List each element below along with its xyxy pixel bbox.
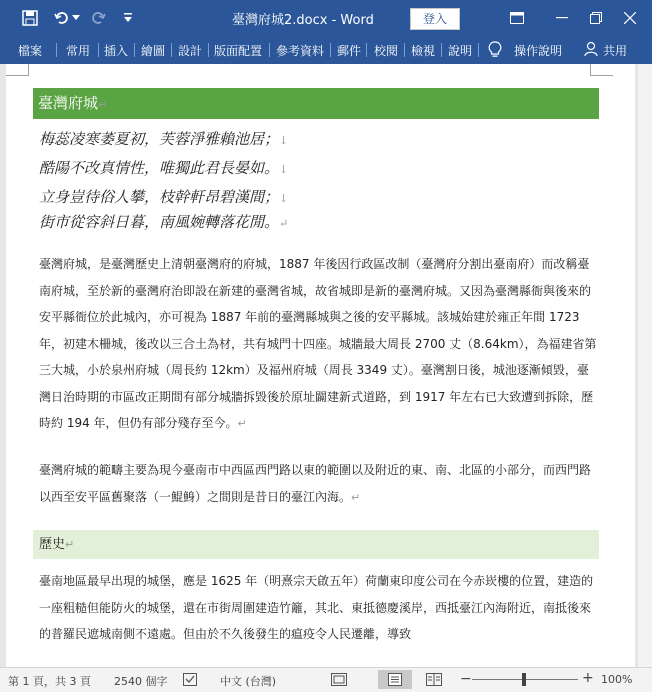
tab-mailings[interactable]: 郵件 [337, 44, 362, 58]
document-area [0, 64, 652, 667]
window-title: 臺灣府城2.docx - Word [232, 13, 374, 28]
proofing-icon[interactable] [183, 673, 197, 689]
ribbon-divider [478, 43, 479, 57]
lightbulb-icon[interactable] [488, 41, 502, 62]
print-layout-icon[interactable] [378, 670, 412, 689]
paragraph-text: 臺灣府城，是臺灣歷史上清朝臺灣府的府城，1887 年後因行政區改制（臺灣府分割出臺南府）而改稱臺南府城，至於新的臺灣府治即設在新建的臺灣省城，故省城即是新的臺灣府城。又因為臺灣縣衙與後來的安平縣衙位於此城內，亦可視為 1887 年前的臺灣縣城與之後的安平縣城。該城始建於雍正年間 1723 年，初建木柵城，後改以三合土為材，共有城門十四座。城牆最大周長 2700 丈（8.64km），為福建省第三大城，小於泉州府城（周長約 12km）及福州府城（周長 3349 丈）。臺灣割日後，城池逐漸傾毀，臺灣日治時期的市區改正期間有部分城牆拆毀後於原址闢建新式道路，到 1917 年左右已大致遭到拆除，歷時約 194 年，但仍有部分殘存至今。 [39, 257, 597, 430]
poem-line-text: 梅蕊凌寒萎夏初，芙蓉淨雅賴池居； [39, 130, 280, 148]
restore-icon[interactable] [584, 6, 608, 30]
tab-draw[interactable]: 繪圖 [141, 44, 166, 58]
poem-line[interactable]: 街市從容斜日暮，南風婉轉落花閒。↵ [39, 213, 289, 231]
vertical-scrollbar[interactable] [638, 64, 652, 667]
tab-view[interactable]: 檢視 [411, 44, 436, 58]
tell-me-search[interactable]: 操作說明 [514, 44, 563, 58]
poem-line[interactable]: 梅蕊凌寒萎夏初，芙蓉淨雅賴池居；↓ [39, 130, 289, 148]
heading-1-text: 臺灣府城 [38, 94, 99, 112]
word-count[interactable]: 2540 個字 [114, 675, 168, 688]
minimize-icon[interactable] [550, 6, 574, 30]
ribbon-divider [98, 43, 99, 57]
body-paragraph[interactable]: 臺灣府城的範疇主要為現今臺南市中西區西門路以東的範圍以及附近的東、南、北區的小部分，而西門路以西至安平區舊聚落（一鯤鯓）之間則是昔日的臺江內海。↵ [39, 463, 592, 504]
heading-2-text: 歷史 [39, 537, 66, 552]
margin-corner-mark [590, 64, 613, 76]
title-bar [0, 0, 652, 36]
tab-help[interactable]: 說明 [448, 44, 473, 58]
paragraph-text: 臺灣府城的範疇主要為現今臺南市中西區西門路以東的範圍以及附近的東、南、北區的小部分，而西門路以西至安平區舊聚落（一鯤鯓）之間則是昔日的臺江內海。 [39, 463, 592, 504]
paragraph-mark: ↵ [98, 98, 108, 111]
document-page[interactable] [6, 64, 635, 667]
ribbon-divider [269, 43, 270, 57]
tab-insert[interactable]: 插入 [104, 44, 129, 58]
zoom-level[interactable]: 100% [601, 673, 633, 686]
poem-line[interactable]: 酷陽不改真情性，唯獨此君長晏如。↓ [39, 159, 289, 177]
margin-corner-mark [6, 64, 29, 76]
poem-line-text: 酷陽不改真情性，唯獨此君長晏如。 [39, 159, 280, 177]
read-mode-icon[interactable] [426, 673, 442, 689]
ribbon-divider [171, 43, 172, 57]
tab-home[interactable]: 常用 [66, 44, 91, 58]
ribbon-divider [441, 43, 442, 57]
redo-icon[interactable] [86, 6, 110, 30]
heading-2[interactable] [33, 530, 599, 559]
status-bar [0, 667, 652, 692]
poem-line-text: 街市從容斜日暮，南風婉轉落花閒。 [39, 213, 280, 231]
language-indicator[interactable]: 中文 (台灣) [220, 675, 277, 688]
tab-references[interactable]: 參考資料 [276, 44, 325, 58]
share-user-icon[interactable] [584, 41, 598, 60]
tab-review[interactable]: 校閱 [374, 44, 399, 58]
ribbon-divider [404, 43, 405, 57]
paragraph-text: 臺南地區最早出現的城堡，應是 1625 年（明熹宗天啟五年）荷蘭東印度公司在今赤崁樓的位置，建造的一座粗糙但能防火的城堡，還在市街周圍建造竹籬，其北、東抵德慶溪岸，西抵臺江內海附近，南抵後來的普羅民遮城南側不遠處。但由於不久後發生的瘟疫令人民遷離，導致 [39, 574, 594, 641]
tab-layout[interactable]: 版面配置 [214, 44, 263, 58]
ribbon-divider [366, 43, 367, 57]
close-icon[interactable] [618, 6, 642, 30]
focus-mode-icon[interactable] [331, 673, 347, 689]
zoom-slider-thumb[interactable] [522, 673, 526, 686]
poem-line-text: 立身豈待俗人攀，枝幹軒昂碧漢間； [39, 188, 280, 206]
paragraph-mark: ↵ [65, 538, 75, 551]
ribbon-divider [134, 43, 135, 57]
customize-toolbar-icon[interactable] [116, 6, 140, 30]
heading-1[interactable] [33, 88, 599, 119]
share-button[interactable]: 共用 [603, 44, 628, 58]
tab-file[interactable]: 檔案 [18, 44, 43, 58]
body-paragraph[interactable] [39, 568, 599, 648]
undo-dropdown-icon[interactable] [70, 6, 82, 30]
ribbon-tabs [0, 36, 652, 64]
ribbon-divider [330, 43, 331, 57]
tab-design[interactable]: 設計 [178, 44, 203, 58]
login-button[interactable]: 登入 [410, 8, 460, 30]
ribbon-divider [208, 43, 209, 57]
zoom-out-button[interactable]: − [460, 671, 472, 687]
ribbon-display-options-icon[interactable] [505, 6, 529, 30]
body-paragraph[interactable]: 臺灣府城，是臺灣歷史上清朝臺灣府的府城，1887 年後因行政區改制（臺灣府分割出臺南府）而改稱臺南府城，至於新的臺灣府治即設在新建的臺灣省城，故省城即是新的臺灣府城。又因為臺灣縣衙與後來的安平縣衙位於此城內，亦可視為 1887 年前的臺灣縣城與之後的安平縣城。該城始建於雍正年間 1723 年，初建木柵城，後改以三合土為材，共有城門十四座。城牆最大周長 2700 丈（8.64km），為福建省第三大城，小於泉州府城（周長約 12km）及福州府城（周長 3349 丈）。臺灣割日後，城池逐漸傾毀，臺灣日治時期的市區改正期間有部分城牆拆毀後於原址闢建新式道路，到 1917 年左右已大致遭到拆除，歷時約 194 年，但仍有部分殘存至今。↵ [39, 257, 597, 430]
page-count[interactable]: 第 1 頁，共 3 頁 [8, 675, 91, 688]
ribbon-divider [56, 43, 57, 57]
save-icon[interactable] [18, 6, 42, 30]
zoom-in-button[interactable]: + [582, 670, 594, 686]
poem-line[interactable]: 立身豈待俗人攀，枝幹軒昂碧漢間；↓ [39, 188, 289, 206]
